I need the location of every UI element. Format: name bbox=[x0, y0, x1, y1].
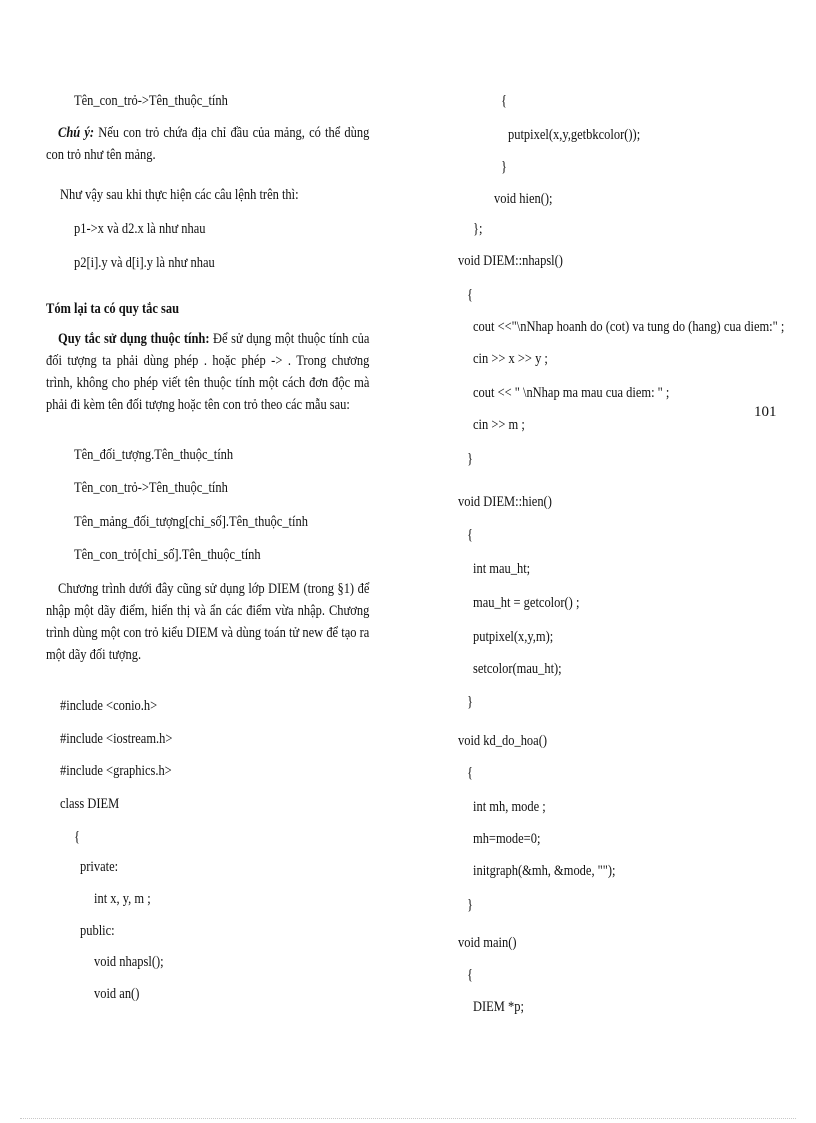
code-line: mh=mode=0; bbox=[473, 831, 541, 847]
code-line: public: bbox=[80, 923, 115, 939]
page-number: 101 bbox=[754, 404, 777, 420]
code-line: void kd_do_hoa() bbox=[458, 733, 548, 749]
rule-paragraph bbox=[46, 328, 369, 416]
text-line: p2[i].y và d[i].y là như nhau bbox=[74, 255, 215, 271]
code-line: void DIEM::hien() bbox=[458, 494, 552, 510]
code-line: void main() bbox=[458, 935, 517, 951]
note-text: Nếu con trỏ chứa địa chỉ đầu của mảng, có thể dùng con trỏ như tên mảng. bbox=[46, 125, 370, 163]
code-line: } bbox=[501, 159, 507, 175]
code-line: { bbox=[467, 765, 473, 781]
code-line: cout <<"\nNhap hoanh do (cot) va tung do (hang) cua diem:" ; bbox=[473, 319, 785, 335]
text-line: Tên_con_trỏ->Tên_thuộc_tính bbox=[74, 93, 228, 109]
code-line: DIEM *p; bbox=[473, 999, 524, 1015]
code-line: void hien(); bbox=[494, 191, 553, 207]
code-line: #include <iostream.h> bbox=[60, 731, 173, 747]
code-line: mau_ht = getcolor() ; bbox=[473, 595, 580, 611]
code-line: void an() bbox=[94, 986, 140, 1002]
code-line: cout << " \nNhap ma mau cua diem: " ; bbox=[473, 385, 670, 401]
code-line: { bbox=[501, 93, 507, 109]
note-paragraph bbox=[46, 122, 369, 166]
code-line: } bbox=[467, 897, 473, 913]
text-line: Như vậy sau khi thực hiện các câu lệnh trên thì: bbox=[60, 187, 299, 203]
program-paragraph: Chương trình dưới đây cũng sử dụng lớp DIEM (trong §1) để nhập một dãy điểm, hiển thị và ẩn các điểm vừa nhập. Chương trình dùng một con trỏ kiểu DIEM và dùng toán tử new để tạo ra một dãy đối tượng. bbox=[46, 581, 370, 663]
code-line: void nhapsl(); bbox=[94, 954, 164, 970]
rule-text: Để sử dụng một thuộc tính của đối tượng ta phải dùng phép . hoặc phép -> . Trong chương trình, không cho phép viết tên thuộc tính một cách đơn độc mà phải đi kèm tên đối tượng hoặc tên con trỏ theo các mẫu sau: bbox=[46, 331, 370, 413]
code-line: int mau_ht; bbox=[473, 561, 531, 577]
pattern-line: Tên_con_trỏ->Tên_thuộc_tính bbox=[74, 480, 228, 496]
pattern-line: Tên_mảng_đối_tượng[chỉ_số].Tên_thuộc_tính bbox=[74, 514, 308, 530]
code-line: cin >> x >> y ; bbox=[473, 351, 548, 367]
text-line: p1->x và d2.x là như nhau bbox=[74, 221, 206, 237]
code-line: initgraph(&mh, &mode, ""); bbox=[473, 863, 616, 879]
code-line: int mh, mode ; bbox=[473, 799, 546, 815]
code-line: putpixel(x,y,getbkcolor()); bbox=[508, 127, 641, 143]
rule-label: Quy tắc sử dụng thuộc tính: bbox=[58, 331, 210, 347]
code-line: int x, y, m ; bbox=[94, 891, 151, 907]
code-line: class DIEM bbox=[60, 796, 120, 812]
code-line: { bbox=[467, 287, 473, 303]
code-line: #include <graphics.h> bbox=[60, 763, 172, 779]
footer-divider bbox=[20, 1118, 796, 1119]
code-line: { bbox=[467, 967, 473, 983]
code-line: cin >> m ; bbox=[473, 417, 525, 433]
code-line: }; bbox=[473, 221, 483, 237]
pattern-line: Tên_con_trỏ[chỉ_số].Tên_thuộc_tính bbox=[74, 547, 261, 563]
code-line: setcolor(mau_ht); bbox=[473, 661, 562, 677]
code-line: { bbox=[467, 527, 473, 543]
code-line: { bbox=[74, 829, 80, 845]
note-label: Chú ý: bbox=[58, 125, 95, 141]
pattern-line: Tên_đối_tượng.Tên_thuộc_tính bbox=[74, 447, 234, 463]
code-line: void DIEM::nhapsl() bbox=[458, 253, 563, 269]
code-line: #include <conio.h> bbox=[60, 698, 158, 714]
code-line: putpixel(x,y,m); bbox=[473, 629, 554, 645]
section-heading: Tóm lại ta có quy tắc sau bbox=[46, 301, 180, 317]
code-line: } bbox=[467, 451, 473, 467]
code-line: private: bbox=[80, 859, 119, 875]
code-line: } bbox=[467, 694, 473, 710]
